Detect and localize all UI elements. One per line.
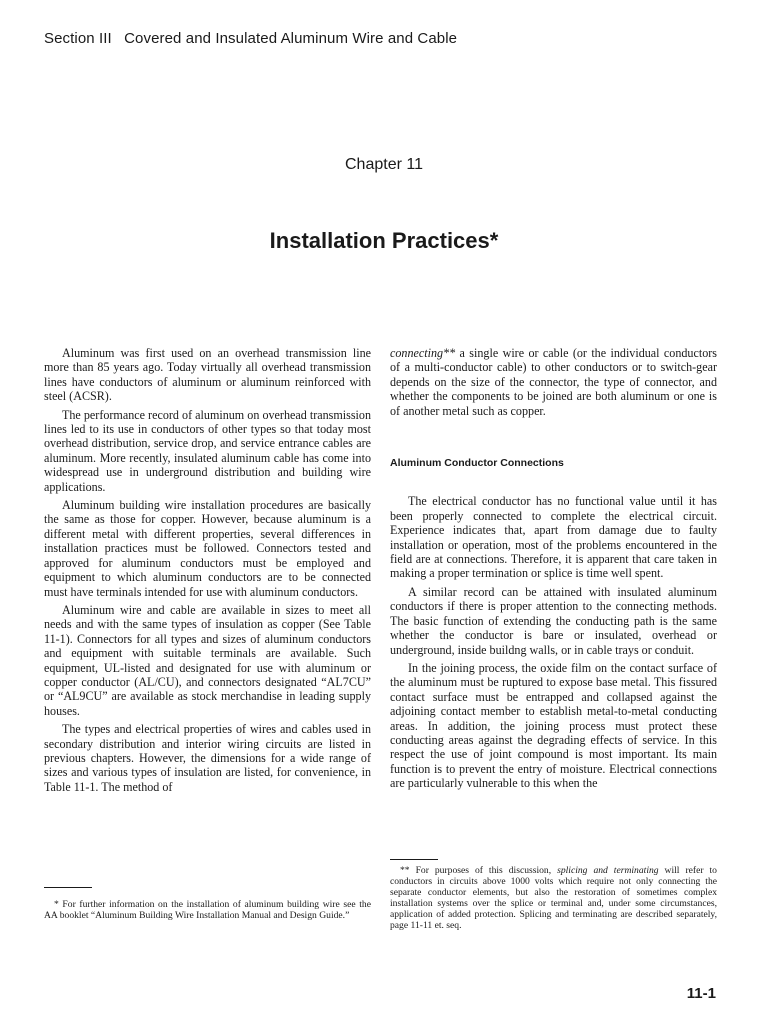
running-header — [44, 30, 457, 47]
paragraph: In the joining process, the oxide film on the contact surface of the aluminum must be ruptured to expose base metal. This fissured contact surface must be entrapped and collapsed against the adjoining contact member to establish metal-to-metal conducting areas. In addition, the joining process must protect these conducting areas against the degrading effects of service. In this respect the use of joint compound is most important. Its main function is to prevent the entry of moisture. Electrical connections are particularly vulnerable to this when the — [390, 660, 717, 791]
section-title: Covered and Insulated Aluminum Wire and Cable — [124, 30, 458, 47]
left-column — [44, 346, 371, 798]
footnote-left — [44, 899, 371, 921]
paragraph: The performance record of aluminum on overhead transmission lines led to its use in conductors of other types so that today most overhead distribution, service drop, and service entrance cables are aluminum. More recently, insulated aluminum cable has come into widespread use in underground distribution and building wire applications. — [44, 407, 371, 494]
emphasis-connecting: connecting** — [390, 346, 456, 360]
paragraph: Aluminum building wire installation procedures are basically the same as those for copper. However, because aluminum is a different metal with different properties, several differences in installation practices must be followed. Connectors tested and approved for aluminum conductors must be employed and equipment to which aluminum conductors are to be connected must have terminals intended for use with aluminum conductors. — [44, 498, 371, 599]
paragraph: Aluminum wire and cable are available in sizes to meet all needs and with the same types of insulation as copper (See Table 11-1). Connectors for all types and sizes of aluminum conductors and equipment with suitable terminals are available. Such equipment, UL-listed and designated for use with aluminum or copper conductor (AL/CU), and connectors designated “AL7CU” or “AL9CU” are available as stock merchandise in leading supply houses. — [44, 602, 371, 718]
subheading: Aluminum Conductor Connections — [390, 457, 564, 470]
paragraph: A similar record can be attained with insulated aluminum conductors if there is proper attention to the connecting methods. The basic function of extending the conducting path is the same whether the conductor is bare or insulated, overhead or underground, inside buildng walls, or in cable trays or conduit. — [390, 584, 717, 657]
section-label: Section III — [44, 30, 112, 47]
footnote-rule — [44, 887, 92, 888]
right-column — [390, 346, 717, 795]
paragraph: The types and electrical properties of wires and cables used in secondary distribution and interior wiring circuits are listed in previous chapters. However, the dimensions for a wide range of sizes and various types of insulation are listed, for convenience, in Table 11-1. The method of — [44, 722, 371, 794]
paragraph: Aluminum was first used on an overhead transmission line more than 85 years ago. Today virtually all overhead transmission lines have conductors of aluminum or aluminum reinforced with steel (ACSR). — [44, 346, 371, 404]
footnote-prefix: ** For purposes of this discussion, — [400, 865, 558, 876]
page-title: Installation Practices* — [269, 228, 499, 253]
continuation-text: a single wire or cable (or the individual conductors of a multi-conductor cable) to other conductors or to switch-gear depends on the size of the connector, the type of connector, and whether the components to be joined are both aluminum or one is of another metal such as copper. — [390, 346, 717, 418]
paragraph-continuation — [390, 346, 717, 418]
paragraph: The electrical conductor has no functional value until it has been properly connected to complete the electrical circuit. Experience indicates that, apart from damage due to faulty installation or operation, most of the problems encountered in the field are at connections. Therefore, it is apparent that care taken in making a proper termination or splice is time well spent. — [390, 494, 717, 581]
footnote-right — [390, 865, 717, 931]
footnote-rule — [390, 859, 438, 860]
footnote-emphasis: splicing and terminating — [557, 865, 659, 876]
footnote-suffix: will refer to conductors in circuits above 1000 volts which require not only connecting the separate conductor elements, but also the restoration of sometimes complex installation systems over the splice or terminal and, under some circumstances, application of added protection. Splicing and terminating are described separately, page 11-11 et. seq. — [390, 865, 717, 931]
chapter-label: Chapter 11 — [345, 156, 423, 173]
page-number: 11-1 — [686, 985, 716, 1002]
footnote-text: * For further information on the installation of aluminum building wire see the AA booklet “Aluminum Building Wire Installation Manual and Design Guide.” — [44, 899, 371, 921]
footnote-text — [390, 865, 717, 931]
